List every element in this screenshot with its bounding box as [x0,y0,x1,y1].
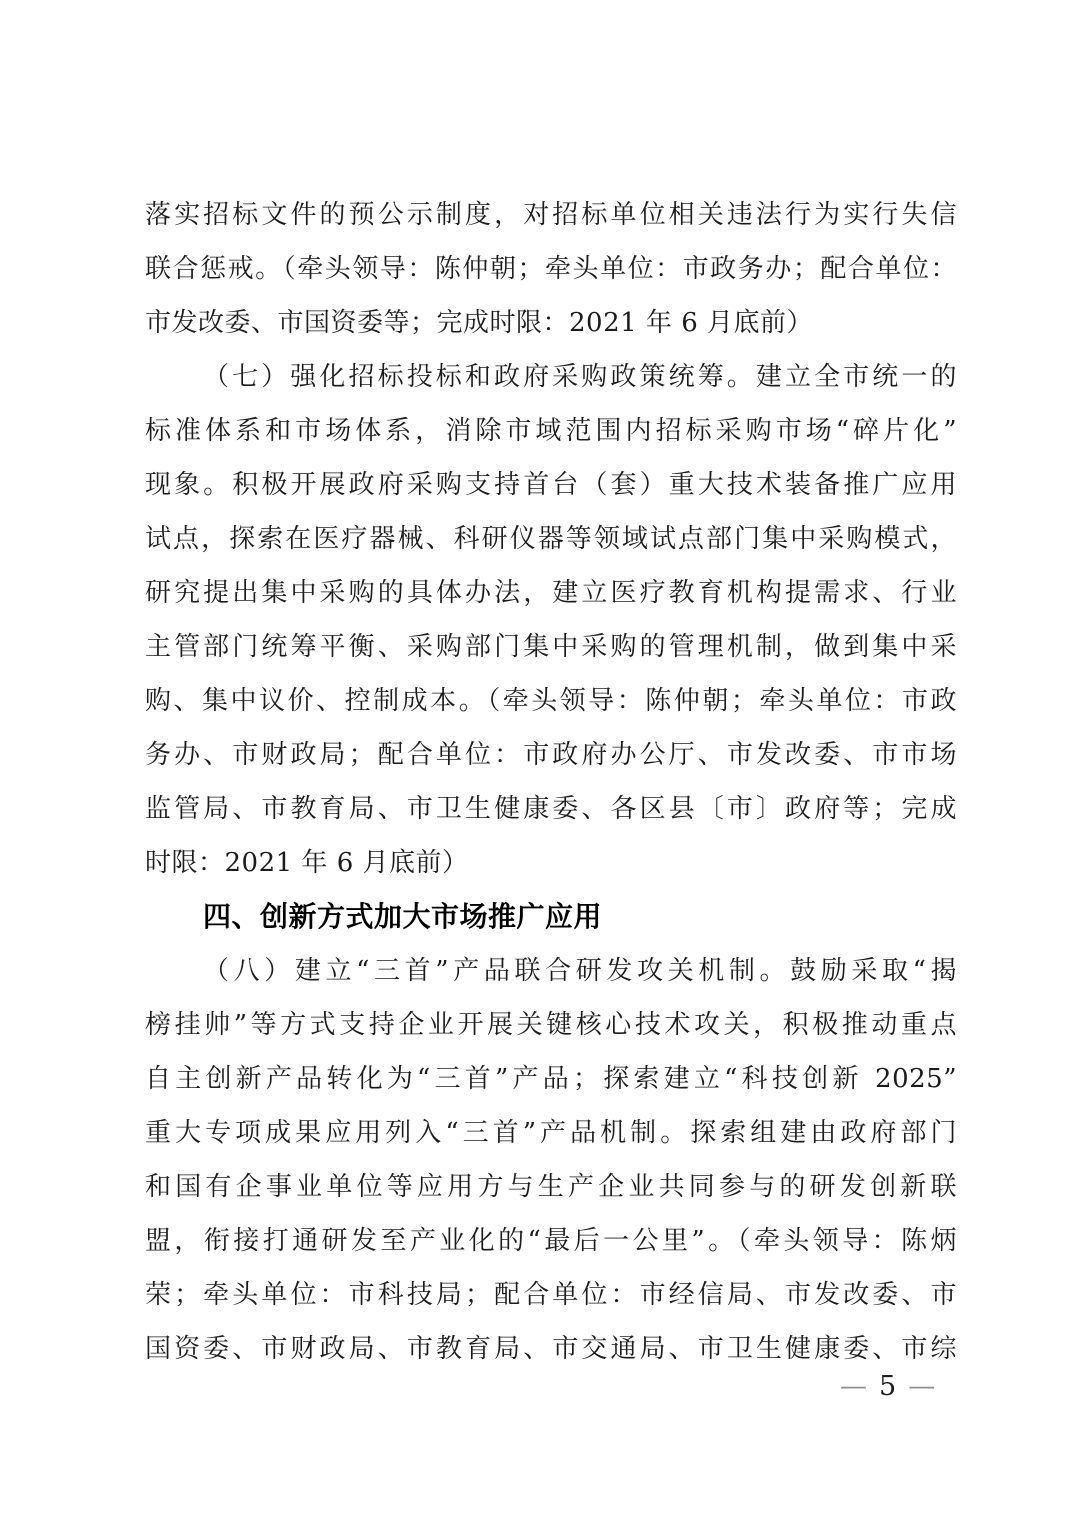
text-line: 现象。积极开展政府采购支持首台（套）重大技术装备推广应用 [145,470,957,500]
text-line: 落实招标文件的预公示制度，对招标单位相关违法行为实行失信 [145,200,957,230]
footer-dash-left: — [840,1371,867,1402]
text-line: （七）强化招标投标和政府采购政策统筹。建立全市统一的 [203,362,957,392]
text-line: 购、集中议价、控制成本。（牵头领导：陈仲朝；牵头单位：市政 [145,686,957,716]
text-line: 市发改委、市国资委等；完成时限：2021 年 6 月底前） [145,308,814,338]
text-line: 主管部门统筹平衡、采购部门集中采购的管理机制，做到集中采 [145,632,957,662]
text-line: 榜挂帅”等方式支持企业开展关键核心技术攻关，积极推动重点 [145,1010,957,1040]
text-line: 联合惩戒。（牵头领导：陈仲朝；牵头单位：市政务办；配合单位： [145,254,957,284]
section-heading: 四、创新方式加大市场推广应用 [203,900,603,933]
footer-dash-right: — [908,1371,936,1402]
text-line: 务办、市财政局；配合单位：市政府办公厅、市发改委、市市场 [145,740,957,770]
text-line: 监管局、市教育局、市卫生健康委、各区县〔市〕政府等；完成 [145,794,957,824]
text-line: 标准体系和市场体系，消除市域范围内招标采购市场“碎片化” [145,416,957,446]
text-line: 和国有企事业单位等应用方与生产企业共同参与的研发创新联 [145,1172,957,1202]
text-line: 荣；牵头单位：市科技局；配合单位：市经信局、市发改委、市 [145,1280,957,1310]
text-line: 自主创新产品转化为“三首”产品；探索建立“科技创新 2025” [145,1064,957,1094]
page-number: 5 [879,1371,897,1402]
text-line: 重大专项成果应用列入“三首”产品机制。探索组建由政府部门 [145,1118,957,1148]
text-line: 研究提出集中采购的具体办法，建立医疗教育机构提需求、行业 [145,578,957,608]
text-line: 时限：2021 年 6 月底前） [145,848,469,878]
text-line: 试点，探索在医疗器械、科研仪器等领域试点部门集中采购模式， [145,524,957,554]
document-body [145,188,957,1376]
page-footer [840,1372,935,1402]
text-line: 国资委、市财政局、市教育局、市交通局、市卫生健康委、市综 [145,1334,957,1364]
text-line: 盟，衔接打通研发至产业化的“最后一公里”。（牵头领导：陈炳 [145,1226,957,1256]
text-line: （八）建立“三首”产品联合研发攻关机制。鼓励采取“揭 [203,956,957,986]
